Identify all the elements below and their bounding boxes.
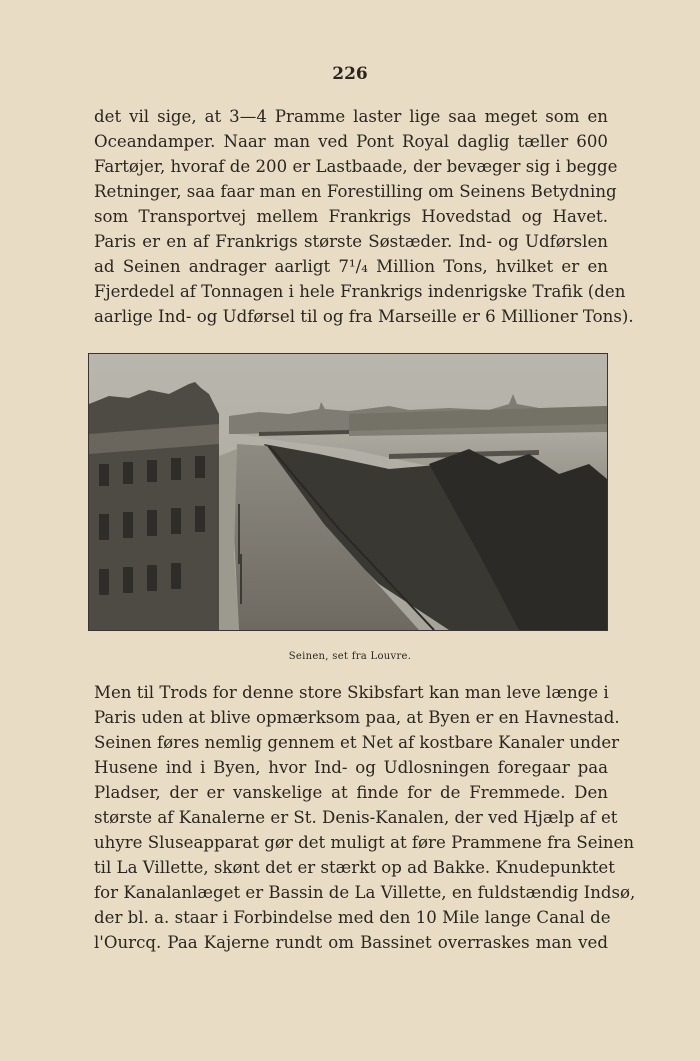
text-line: der bl. a. staar i Forbindelse med den 10 Mile lange Canal de	[94, 908, 611, 927]
text-line: l'Ourcq. Paa Kajerne rundt om Bassinet overraskes man ved	[94, 933, 608, 952]
text-line: Husene ind i Byen, hvor Ind- og Udlosningen foregaar paa	[94, 758, 608, 777]
photo-seine-from-louvre	[88, 353, 608, 631]
text-line: det vil sige, at 3—4 Pramme laster lige saa meget som en	[94, 107, 608, 126]
text-line: Fjerdedel af Tonnagen i hele Frankrigs indenrigske Trafik (den	[94, 282, 626, 301]
text-line: uhyre Sluseapparat gør det muligt at føre Prammene fra Seinen	[94, 833, 635, 852]
text-line: Paris uden at blive opmærksom paa, at Byen er en Havnestad.	[94, 708, 620, 727]
page-number: 226	[332, 64, 368, 84]
text-line: for Kanalanlæget er Bassin de La Villette, en fuldstændig Indsø,	[94, 883, 636, 902]
text-line: Pladser, der er vanskelige at finde for de Fremmede. Den	[94, 783, 608, 802]
text-line: aarlige Ind- og Udførsel til og fra Marseille er 6 Millioner Tons).	[94, 307, 634, 326]
text-line: største af Kanalerne er St. Denis-Kanalen, der ved Hjælp af et	[94, 808, 618, 827]
image-caption: Seinen, set fra Louvre.	[288, 651, 412, 662]
text-line: Paris er en af Frankrigs største Søstæder. Ind- og Udførslen	[94, 232, 608, 251]
text-line: Fartøjer, hvoraf de 200 er Lastbaade, der bevæger sig i begge	[94, 157, 618, 176]
text-line: til La Villette, skønt det er stærkt op ad Bakke. Knudepunktet	[94, 858, 615, 877]
text-line: Retninger, saa faar man en Forestilling om Seinens Betydning	[94, 182, 617, 201]
paragraph-1	[94, 104, 634, 329]
text-line: Men til Trods for denne store Skibsfart kan man leve længe i	[94, 683, 609, 702]
text-line: ad Seinen andrager aarligt 7¹/₄ Million Tons, hvilket er en	[94, 257, 608, 276]
text-line: Oceandamper. Naar man ved Pont Royal daglig tæller 600	[94, 132, 608, 151]
paragraph-2	[94, 680, 636, 955]
text-line: Seinen føres nemlig gennem et Net af kostbare Kanaler under	[94, 733, 620, 752]
text-line: som Transportvej mellem Frankrigs Hovedstad og Havet.	[94, 207, 608, 226]
